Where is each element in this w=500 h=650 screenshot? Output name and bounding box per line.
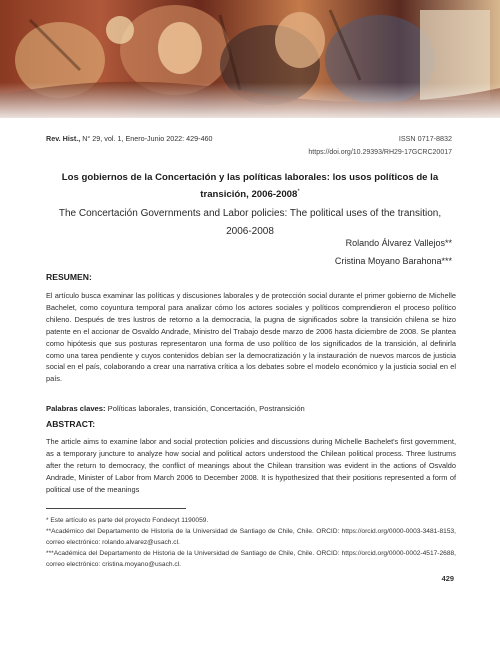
journal-issue: N° 29, vol. 1, Enero-Junio 2022: 429-460: [82, 134, 213, 143]
journal-citation: [46, 134, 213, 143]
journal-name: Rev. Hist.,: [46, 134, 81, 143]
resumen-paragraph: El artículo busca examinar las políticas y discusiones laborales y de protección social durante el primer gobierno de Michelle Bachelet, como coyuntura temporal para analizar cómo los actores sociales y políticos comprendieron el proceso político chileno. Después de tres lustros de retorno a la democracia, la pugna de significados sobre la transición chilena se hizo patente en el accionar de Osvaldo Andrade, Ministro del Trabajo desde marzo de 2006 hasta diciembre de 2008. Se plantea como hipótesis que sus posturas representaron una forma de uso político de los significados de la transición, al definirla como una tarea pendiente y cuyos contenidos debían ser la democratización y la instauración de nuevos marcos de justicia social en el país, colaborando a crear una narrativa crítica a los debates sobre el modelo económico y la justicia social en el país.: [46, 291, 456, 384]
mural-banner-image: [0, 0, 500, 118]
title-spanish-text: Los gobiernos de la Concertación y las políticas laborales: los usos políticos de la transición, 2006-2008: [61, 172, 439, 201]
footnote-2: **Académico del Departamento de Historia de la Universidad de Santiago de Chile, Chile. ORCID: https://orcid.org/0000-0003-3481-8153, correo electrónico: rolando.alvarez@usach.cl.: [46, 528, 456, 546]
page-number: 429: [441, 574, 454, 583]
footnote-3: ***Académica del Departamento de Historia de la Universidad de Santiago de Chile, Chile. ORCID: https://orcid.org/0000-0002-4517-2688, correo electrónico: cristina.moyano@usach.cl.: [46, 550, 456, 568]
abstract-paragraph: The article aims to examine labor and social protection policies and discussions during Michelle Bachelet's first government, as a temporary juncture to analyze how social and political actors understood the Chilean political process. Three lustrums after the return to democracy, the conflict of meanings about the Chilean transition was evident in the actions of Osvaldo Andrade, Minister of Labor from March 2006 to December 2008. It is hypothesized that their positions represented a form of political use of the meanings: [46, 437, 456, 494]
title-spanish: [60, 171, 440, 202]
issn: ISSN 0717-8832: [398, 134, 452, 143]
keywords-text: Políticas laborales, transición, Concertación, Postransición: [107, 404, 305, 413]
abstract-heading: ABSTRACT:: [46, 419, 96, 429]
footnote-1: * Este artículo es parte del proyecto Fondecyt 1190059.: [46, 517, 209, 524]
title-english: The Concertación Governments and Labor policies: The political uses of the transition, 2006-2008: [58, 208, 442, 237]
keywords-label: Palabras claves:: [46, 404, 106, 413]
title-footnote-mark: *: [297, 189, 300, 195]
author-1: Rolando Álvarez Vallejos**: [345, 238, 452, 248]
footnote-divider: [46, 508, 186, 509]
keywords: [46, 404, 305, 413]
author-2: Cristina Moyano Barahona***: [334, 256, 452, 266]
doi-link[interactable]: https://doi.org/10.29393/RH29-17GCRC20017: [308, 149, 452, 156]
resumen-heading: RESUMEN:: [46, 272, 92, 282]
footnotes: [46, 516, 456, 571]
